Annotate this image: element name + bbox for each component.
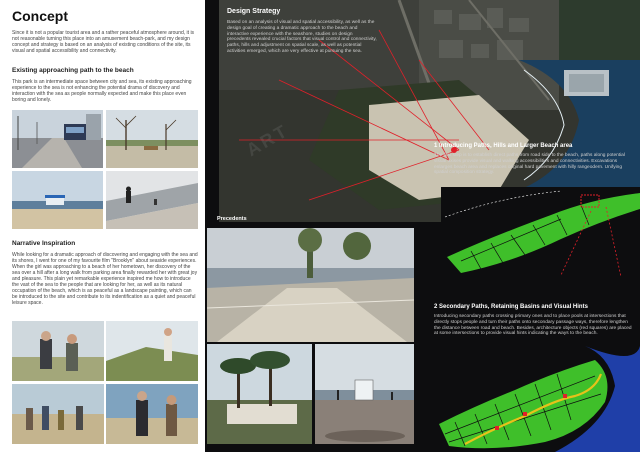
- watermark-mark: ART: [242, 119, 293, 161]
- photo-seawall-steps: [106, 171, 198, 229]
- step1-heading: 1 Introducing Paths, Hills and Larger Beach area: [434, 143, 573, 149]
- photo-park-trees: [106, 110, 198, 168]
- step1-diagram: [441, 187, 640, 278]
- photo-film-seaside-view: [106, 384, 198, 444]
- precedents-label: Precedents: [217, 216, 247, 222]
- narrative-text: While looking for a dramatic approach of discovering and engaging with the sea and its shores, I went for one of my favourite film "Brooklyn" about seaside experiences. When the girl was approaching to a beach of her hometown, her discovery of the sea over a hill after a long walk from parking area finally rewarded her with great joy and pleasure. This plain yet remarkable experience inspired me how to introduce the vast of the sea to the people that are looking for her, as well as its natural occupation of the beach, which is as peaceful as a landscape painting, which can be introduced to the site and contribute to its indentification as a quiet and peaceful leisure space.: [12, 252, 198, 306]
- strategy-text: Based on an analysis of visual and spatial accessibility, as well as the design goal of creating a dramatic approach to the beach and interactive experience with the seashore, studies on design precedents revealed crucial factors that visual control and connectivity, paths, hills and adjustment on spatial scale, as well as potential activities emerged, which are very effective at pursuing the sea.: [227, 20, 377, 54]
- precedent-photo-beach-pavilion: [315, 344, 414, 444]
- step2-heading: 2 Secondary Paths, Retaining Basins and Visual Hints: [434, 304, 588, 310]
- concept-title: Concept: [12, 8, 68, 24]
- concept-intro-text: Since it is not a popular tourist area and a rather peaceful atmosphere around, it is not reasonable turning this place into an amusement beach-park, and my design concept and strategy is based on an analysis of existing conditions of the site, its visual and spatial accessibility and connectivity.: [12, 30, 195, 54]
- photo-boardwalk-bus: [12, 110, 103, 168]
- precedent-photo-pine-park: [207, 344, 312, 444]
- narrative-heading: Narrative Inspiration: [12, 240, 76, 247]
- step2-text: Introducing secondary paths crossing primary ones and to place pools at intersections that directly stops people and turn their paths onto secondary passage ways, therefore lengthen the distance between road and beach. Besides, architecture objects (red squares) are placed at some intersections to provide visual hints indicating the ways to the beach.: [434, 314, 632, 337]
- photo-beach-kiosk: [12, 171, 103, 229]
- step1-text: The first step is to establish direct paths from road side to the beach, paths along potential visual axises provide visual and walking accessibilities and connectivities. Excavations enlarges beach area and replaces original hard pavement with hilly rangeodern. Unifying spatial composition strategy.: [434, 153, 625, 176]
- photo-film-family-beach: [12, 384, 104, 444]
- existing-path-text: This park is an intermediate space between city and sea, its existing approaching experience to the sea is not enhancing the potential drama of discovery and interaction with the sea as people normally expected and make this place even boring and lonely.: [12, 79, 192, 103]
- photo-film-girl-hill: [106, 321, 198, 381]
- left-page: [0, 0, 205, 452]
- photo-film-couple-dunes: [12, 321, 104, 381]
- precedent-photo-coastal-promenade: [207, 228, 414, 342]
- strategy-title: Design Strategy: [227, 8, 281, 15]
- right-page: [205, 0, 640, 452]
- step2-diagram: [435, 346, 640, 452]
- existing-path-heading: Existing approaching path to the beach: [12, 67, 134, 74]
